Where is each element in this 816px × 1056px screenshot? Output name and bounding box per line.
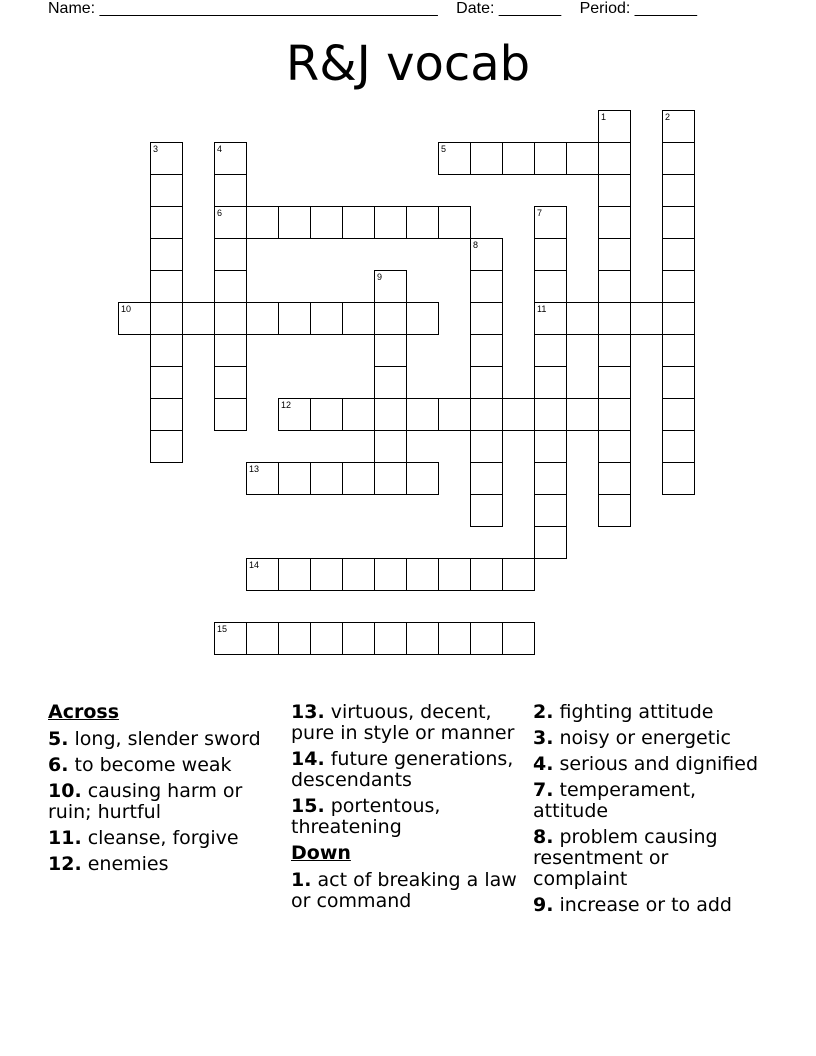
crossword-cell[interactable] — [662, 174, 695, 207]
crossword-cell[interactable] — [374, 302, 407, 335]
crossword-cell[interactable] — [374, 558, 407, 591]
crossword-cell[interactable] — [470, 462, 503, 495]
crossword-cell[interactable] — [438, 622, 471, 655]
crossword-cell[interactable] — [566, 302, 599, 335]
crossword-cell[interactable] — [662, 398, 695, 431]
crossword-cell[interactable] — [534, 206, 567, 239]
crossword-cell[interactable] — [598, 238, 631, 271]
crossword-cell[interactable] — [406, 558, 439, 591]
crossword-cell[interactable] — [310, 462, 343, 495]
crossword-cell[interactable] — [598, 430, 631, 463]
crossword-cell[interactable] — [598, 174, 631, 207]
crossword-cell[interactable] — [534, 334, 567, 367]
crossword-cell[interactable] — [598, 398, 631, 431]
crossword-cell[interactable] — [662, 366, 695, 399]
crossword-cell[interactable] — [470, 430, 503, 463]
clue-down-2: 2. fighting attitude — [533, 701, 714, 723]
crossword-cell[interactable] — [246, 622, 279, 655]
crossword-cell[interactable] — [534, 526, 567, 559]
crossword-cell[interactable] — [662, 462, 695, 495]
crossword-cell[interactable] — [630, 302, 663, 335]
crossword-cell[interactable] — [406, 206, 439, 239]
crossword-cell[interactable] — [150, 206, 183, 239]
worksheet-header — [48, 0, 711, 18]
crossword-cell[interactable] — [150, 270, 183, 303]
crossword-cell[interactable] — [406, 302, 439, 335]
crossword-cell[interactable] — [662, 302, 695, 335]
crossword-cell[interactable] — [214, 366, 247, 399]
crossword-cell[interactable] — [598, 494, 631, 527]
clue-down-3: 3. noisy or energetic — [533, 727, 731, 749]
crossword-cell[interactable] — [310, 622, 343, 655]
crossword-cell[interactable] — [470, 302, 503, 335]
clues-column-1 — [48, 702, 276, 880]
crossword-cell[interactable] — [214, 174, 247, 207]
crossword-cell[interactable] — [662, 142, 695, 175]
clue-down-7: 7. temperament, attitude — [533, 779, 697, 822]
crossword-cell[interactable] — [342, 622, 375, 655]
crossword-cell[interactable] — [214, 334, 247, 367]
cell-number: 6 — [217, 208, 223, 218]
crossword-cell[interactable] — [342, 558, 375, 591]
crossword-cell[interactable] — [246, 558, 279, 591]
cell-number: 15 — [217, 624, 228, 634]
crossword-cell[interactable] — [278, 302, 311, 335]
page-title: R&J vocab — [285, 36, 531, 92]
crossword-cell[interactable] — [214, 206, 247, 239]
crossword-cell[interactable] — [470, 494, 503, 527]
crossword-cell[interactable] — [662, 206, 695, 239]
clues-column-3 — [533, 702, 761, 921]
clue-down-9: 9. increase or to add — [533, 894, 732, 916]
clue-across-14: 14. future generations, descendants — [291, 748, 514, 791]
crossword-cell[interactable] — [438, 206, 471, 239]
crossword-cell[interactable] — [534, 430, 567, 463]
crossword-cell[interactable] — [246, 206, 279, 239]
clue-across-10: 10. causing harm or ruin; hurtful — [48, 780, 243, 823]
cell-number: 1 — [601, 112, 607, 122]
crossword-cell[interactable] — [310, 206, 343, 239]
crossword-cell[interactable] — [278, 206, 311, 239]
cell-number: 7 — [537, 208, 543, 218]
crossword-cell[interactable] — [598, 270, 631, 303]
crossword-cell[interactable] — [534, 302, 567, 335]
clue-across-13: 13. virtuous, decent, pure in style or manner — [291, 701, 515, 744]
crossword-cell[interactable] — [150, 238, 183, 271]
crossword-cell[interactable] — [150, 334, 183, 367]
crossword-cell[interactable] — [374, 462, 407, 495]
clue-across-12: 12. enemies — [48, 853, 169, 875]
crossword-cell[interactable] — [214, 398, 247, 431]
crossword-cell[interactable] — [150, 366, 183, 399]
crossword-cell[interactable] — [566, 142, 599, 175]
cell-number: 12 — [281, 400, 292, 410]
crossword-cell[interactable] — [214, 270, 247, 303]
crossword-cell[interactable] — [534, 462, 567, 495]
crossword-cell[interactable] — [598, 110, 631, 143]
crossword-cell[interactable] — [118, 302, 151, 335]
crossword-cell[interactable] — [470, 142, 503, 175]
crossword-cell[interactable] — [342, 398, 375, 431]
crossword-cell[interactable] — [406, 622, 439, 655]
crossword-cell[interactable] — [310, 398, 343, 431]
crossword-cell[interactable] — [598, 462, 631, 495]
crossword-cell[interactable] — [406, 462, 439, 495]
crossword-cell[interactable] — [150, 398, 183, 431]
crossword-cell[interactable] — [598, 334, 631, 367]
crossword-cell[interactable] — [470, 366, 503, 399]
clue-down-4: 4. serious and dignified — [533, 753, 758, 775]
crossword-cell[interactable] — [470, 398, 503, 431]
clue-across-15: 15. portentous, threatening — [291, 795, 441, 838]
cell-number: 10 — [121, 304, 132, 314]
crossword-cell[interactable] — [342, 206, 375, 239]
clue-across-11: 11. cleanse, forgive — [48, 827, 239, 849]
crossword-cell[interactable] — [246, 462, 279, 495]
clues-column-2 — [291, 702, 519, 917]
crossword-cell[interactable] — [278, 462, 311, 495]
crossword-cell[interactable] — [278, 398, 311, 431]
crossword-cell[interactable] — [374, 366, 407, 399]
crossword-cell[interactable] — [214, 622, 247, 655]
crossword-cell[interactable] — [662, 238, 695, 271]
crossword-cell[interactable] — [662, 270, 695, 303]
crossword-cell[interactable] — [246, 302, 279, 335]
crossword-cell[interactable] — [534, 142, 567, 175]
crossword-cell[interactable] — [342, 302, 375, 335]
clue-down-8: 8. problem causing resentment or complaint — [533, 826, 718, 890]
cell-number: 13 — [249, 464, 260, 474]
crossword-cell[interactable] — [182, 302, 215, 335]
clue-across-5: 5. long, slender sword — [48, 728, 261, 750]
crossword-cell[interactable] — [470, 622, 503, 655]
crossword-cell[interactable] — [534, 238, 567, 271]
crossword-cell[interactable] — [598, 366, 631, 399]
crossword-cell[interactable] — [662, 430, 695, 463]
crossword-cell[interactable] — [598, 206, 631, 239]
cell-number: 11 — [537, 304, 547, 314]
crossword-cell[interactable] — [310, 558, 343, 591]
crossword-cell[interactable] — [598, 302, 631, 335]
crossword-cell[interactable] — [374, 334, 407, 367]
crossword-cell[interactable] — [502, 622, 535, 655]
cell-number: 3 — [153, 144, 159, 154]
crossword-cell[interactable] — [406, 398, 439, 431]
crossword-cell[interactable] — [150, 174, 183, 207]
crossword-cell[interactable] — [662, 334, 695, 367]
crossword-cell[interactable] — [214, 142, 247, 175]
cell-number: 14 — [249, 560, 260, 570]
crossword-cell[interactable] — [502, 142, 535, 175]
date-field: Date: _______ — [456, 0, 562, 17]
cell-number: 4 — [217, 144, 223, 154]
crossword-cell[interactable] — [502, 398, 535, 431]
crossword-cell[interactable] — [150, 302, 183, 335]
crossword-cell[interactable] — [150, 430, 183, 463]
crossword-cell[interactable] — [470, 238, 503, 271]
cell-number: 9 — [377, 272, 383, 282]
crossword-cell[interactable] — [502, 558, 535, 591]
period-field: Period: _______ — [579, 0, 698, 17]
crossword-cell[interactable] — [566, 398, 599, 431]
crossword-cell[interactable] — [342, 462, 375, 495]
crossword-cell[interactable] — [278, 558, 311, 591]
crossword-cell[interactable] — [438, 398, 471, 431]
clue-across-6: 6. to become weak — [48, 754, 232, 776]
cell-number: 8 — [473, 240, 479, 250]
crossword-cell[interactable] — [598, 142, 631, 175]
crossword-cell[interactable] — [534, 398, 567, 431]
crossword-cell[interactable] — [438, 558, 471, 591]
crossword-cell[interactable] — [470, 270, 503, 303]
crossword-cell[interactable] — [374, 206, 407, 239]
crossword-cell[interactable] — [150, 142, 183, 175]
crossword-cell[interactable] — [374, 270, 407, 303]
cell-number: 2 — [665, 112, 671, 122]
crossword-cell[interactable] — [470, 558, 503, 591]
cell-number: 5 — [441, 144, 447, 154]
crossword-cell[interactable] — [278, 622, 311, 655]
across-heading: Across — [48, 701, 120, 723]
crossword-cell[interactable] — [470, 334, 503, 367]
crossword-cell[interactable] — [374, 622, 407, 655]
crossword-cell[interactable] — [534, 366, 567, 399]
crossword-cell[interactable] — [534, 494, 567, 527]
crossword-cell[interactable] — [662, 110, 695, 143]
crossword-cell[interactable] — [374, 430, 407, 463]
crossword-cell[interactable] — [214, 238, 247, 271]
crossword-cell[interactable] — [438, 142, 471, 175]
crossword-cell[interactable] — [374, 398, 407, 431]
crossword-cell[interactable] — [534, 270, 567, 303]
crossword-cell[interactable] — [214, 302, 247, 335]
name-field: Name: ______________________________________ — [48, 0, 438, 17]
clue-down-1: 1. act of breaking a law or command — [291, 869, 517, 912]
down-heading: Down — [291, 842, 351, 864]
crossword-cell[interactable] — [310, 302, 343, 335]
